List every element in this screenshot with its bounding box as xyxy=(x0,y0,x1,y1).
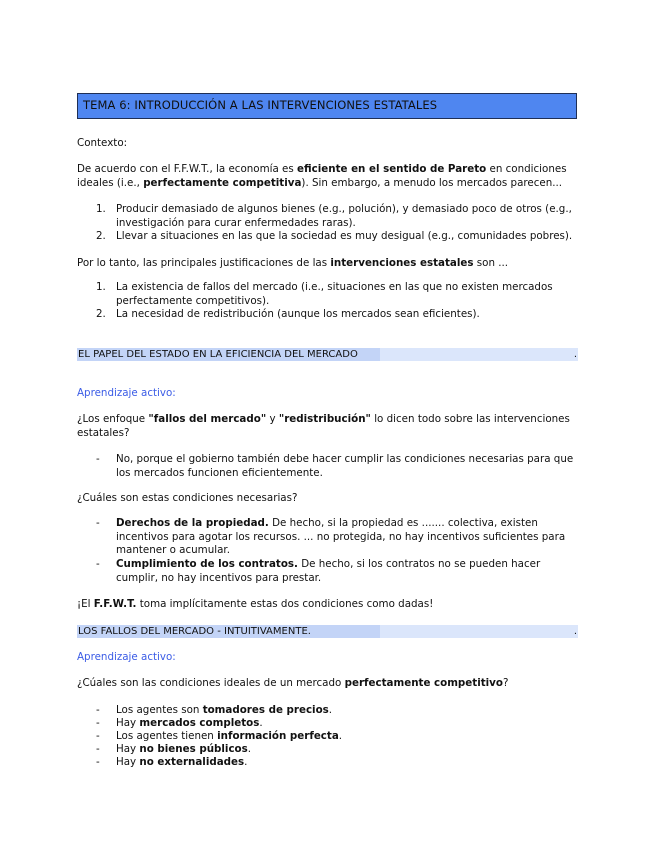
ideal-punct: . xyxy=(328,704,333,716)
list-dash: - xyxy=(96,717,100,729)
therefore-text-1: Por lo tanto, las principales justificaciones de las xyxy=(77,257,331,269)
list-text: No, porque el gobierno también debe hacer cumplir las condiciones necesarias para que los mercados funcionen eficientemente. xyxy=(116,453,574,479)
list-number: 1. xyxy=(96,281,106,293)
list-dash: - xyxy=(96,517,100,529)
ideal-text: Hay xyxy=(116,717,140,729)
ffwt-note xyxy=(77,598,582,612)
context-label: Contexto: xyxy=(77,137,128,149)
list-text: Llevar a situaciones en las que la sociedad es muy desigual (e.g., comunidades pobres). xyxy=(116,230,573,242)
list-text: La necesidad de redistribución (aunque los mercados sean eficientes). xyxy=(116,308,480,320)
question-text-2: ? xyxy=(502,677,509,689)
ideal-punct: . xyxy=(338,730,343,742)
ideal-bold: no externalidades xyxy=(139,756,245,768)
list-number: 2. xyxy=(96,230,106,242)
question-bold-2: "redistribución" xyxy=(278,413,371,425)
ideal-bold: tomadores de precios xyxy=(202,704,329,716)
intro-bold-2: perfectamente competitiva xyxy=(143,176,302,189)
therefore-paragraph xyxy=(77,257,582,271)
list-number: 1. xyxy=(96,203,106,215)
ideal-punct: . xyxy=(247,743,252,755)
ideal-punct: . xyxy=(259,717,263,729)
section-heading-text: EL PAPEL DEL ESTADO EN LA EFICIENCIA DEL MERCADO xyxy=(78,349,358,360)
list-text xyxy=(116,517,582,558)
section-heading-dot: . xyxy=(573,349,577,360)
ffwt-bold: F.F.W.T. xyxy=(93,598,137,610)
ideal-bold: no bienes públicos xyxy=(139,743,248,755)
question-paragraph xyxy=(77,677,582,691)
list-dash: - xyxy=(96,453,100,465)
intro-text-3: ). Sin embargo, a menudo los mercados parecen... xyxy=(301,176,563,189)
list-text xyxy=(116,756,582,770)
list-text xyxy=(116,730,582,744)
condition-text: De hecho, si la propiedad es ....... colectiva, existen incentivos para agotar los recursos. ... no protegida, no hay incentivos suficientes para mantener o acumular. xyxy=(116,517,566,557)
ffwt-text-1: ¡El xyxy=(77,598,94,610)
question-paragraph xyxy=(77,413,582,440)
list-dash: - xyxy=(96,558,100,570)
intro-text-1: De acuerdo con el F.F.W.T., la economía es xyxy=(77,163,298,175)
question-text-3: lo dicen todo sobre las intervenciones estatales? xyxy=(77,413,570,439)
list-text: La existencia de fallos del mercado (i.e., situaciones en las que no existen mercados perfectamente competitivos). xyxy=(116,281,553,307)
ideal-text: Los agentes son xyxy=(116,704,203,716)
active-learning-label: Aprendizaje activo: xyxy=(77,651,176,663)
list-dash: - xyxy=(96,743,100,755)
list-dash: - xyxy=(96,704,100,716)
section-heading-text: LOS FALLOS DEL MERCADO - INTUITIVAMENTE. xyxy=(78,626,311,637)
ideal-bold: mercados completos xyxy=(139,717,260,729)
section-heading xyxy=(77,625,578,638)
ideal-punct: . xyxy=(244,756,248,768)
list-text xyxy=(116,717,582,731)
question-text-2: y xyxy=(266,413,279,425)
list-text xyxy=(116,704,582,718)
page-title-text: TEMA 6: INTRODUCCIÓN A LAS INTERVENCIONES ESTATALES xyxy=(83,98,438,112)
ffwt-text-2: toma implícitamente estas dos condiciones como dadas! xyxy=(136,598,434,610)
question-bold: perfectamente competitivo xyxy=(344,677,503,689)
list-dash: - xyxy=(96,756,100,768)
question-text-1: ¿Los enfoque xyxy=(77,413,149,425)
intro-bold-1: eficiente en el sentido de Pareto xyxy=(297,163,487,175)
therefore-bold: intervenciones estatales xyxy=(330,257,474,269)
intro-paragraph xyxy=(77,163,582,190)
intro-text-2: en condiciones ideales (i.e., xyxy=(77,163,567,189)
condition-bold: Cumplimiento de los contratos. xyxy=(116,558,298,570)
ideal-text: Hay xyxy=(116,743,140,755)
therefore-text-2: son ... xyxy=(473,257,509,269)
question-paragraph: ¿Cuáles son estas condiciones necesarias? xyxy=(77,492,298,504)
list-text xyxy=(116,558,582,585)
list-dash: - xyxy=(96,730,100,742)
list-text xyxy=(116,743,582,757)
question-text-1: ¿Cúales son las condiciones ideales de un mercado xyxy=(77,677,345,689)
active-learning-label: Aprendizaje activo: xyxy=(77,387,176,399)
condition-bold: Derechos de la propiedad. xyxy=(116,517,269,529)
ideal-text: Hay xyxy=(116,756,140,768)
ideal-bold: información perfecta xyxy=(217,730,339,742)
list-number: 2. xyxy=(96,308,106,320)
question-bold-1: "fallos del mercado" xyxy=(148,413,267,425)
page-title xyxy=(77,93,577,119)
ideal-text: Los agentes tienen xyxy=(116,730,218,742)
section-heading xyxy=(77,348,578,361)
condition-text: De hecho, si los contratos no se pueden hacer cumplir, no hay incentivos para prestar. xyxy=(116,558,541,584)
list-text: Producir demasiado de algunos bienes (e.g., polución), y demasiado poco de otros (e.g., investigación para curar enfermedades raras). xyxy=(116,203,572,229)
section-heading-dot: . xyxy=(573,626,577,637)
